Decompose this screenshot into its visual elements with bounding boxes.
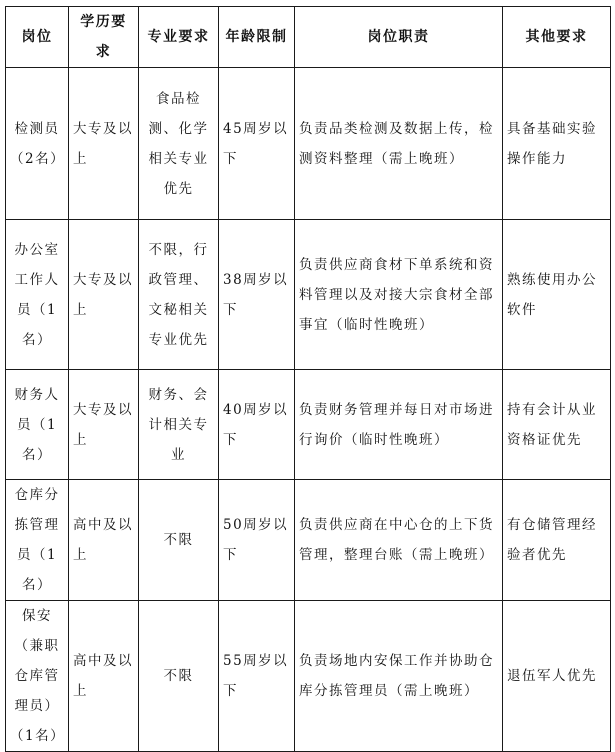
cell-major: 食品检测、化学相关专业优先 bbox=[139, 68, 219, 220]
cell-major: 不限，行政管理、文秘相关专业优先 bbox=[139, 220, 219, 370]
cell-age: 38周岁以下 bbox=[219, 220, 295, 370]
table-header-row bbox=[6, 7, 611, 68]
table-row bbox=[6, 370, 611, 480]
cell-position: 办公室工作人员（1名） bbox=[6, 220, 69, 370]
table-row bbox=[6, 601, 611, 752]
cell-position: 财务人员（1名） bbox=[6, 370, 69, 480]
cell-duty: 负责场地内安保工作并协助仓库分拣管理员（需上晚班） bbox=[295, 601, 503, 752]
cell-duty: 负责供应商食材下单系统和资料管理以及对接大宗食材全部事宜（临时性晚班） bbox=[295, 220, 503, 370]
table-row bbox=[6, 220, 611, 370]
cell-age: 50周岁以下 bbox=[219, 480, 295, 601]
cell-age: 55周岁以下 bbox=[219, 601, 295, 752]
job-requirements-table bbox=[5, 6, 611, 752]
cell-other: 有仓储管理经验者优先 bbox=[503, 480, 611, 601]
cell-education: 高中及以上 bbox=[69, 601, 139, 752]
cell-age: 40周岁以下 bbox=[219, 370, 295, 480]
table-row bbox=[6, 68, 611, 220]
cell-position: 仓库分拣管理员（1名） bbox=[6, 480, 69, 601]
header-duty: 岗位职责 bbox=[295, 7, 503, 68]
cell-other: 持有会计从业资格证优先 bbox=[503, 370, 611, 480]
header-education: 学历要求 bbox=[69, 7, 139, 68]
cell-duty: 负责财务管理并每日对市场进行询价（临时性晚班） bbox=[295, 370, 503, 480]
table-row bbox=[6, 480, 611, 601]
cell-position: 检测员（2名） bbox=[6, 68, 69, 220]
cell-education: 大专及以上 bbox=[69, 68, 139, 220]
cell-other: 熟练使用办公软件 bbox=[503, 220, 611, 370]
cell-education: 大专及以上 bbox=[69, 220, 139, 370]
cell-major: 不限 bbox=[139, 601, 219, 752]
cell-major: 不限 bbox=[139, 480, 219, 601]
cell-age: 45周岁以下 bbox=[219, 68, 295, 220]
cell-major: 财务、会计相关专业 bbox=[139, 370, 219, 480]
cell-other: 具备基础实验操作能力 bbox=[503, 68, 611, 220]
header-major: 专业要求 bbox=[139, 7, 219, 68]
cell-duty: 负责供应商在中心仓的上下货管理，整理台账（需上晚班） bbox=[295, 480, 503, 601]
header-age: 年龄限制 bbox=[219, 7, 295, 68]
cell-education: 高中及以上 bbox=[69, 480, 139, 601]
cell-duty: 负责品类检测及数据上传，检测资料整理（需上晚班） bbox=[295, 68, 503, 220]
header-other: 其他要求 bbox=[503, 7, 611, 68]
header-position: 岗位 bbox=[6, 7, 69, 68]
cell-education: 大专及以上 bbox=[69, 370, 139, 480]
cell-position: 保安（兼职仓库管理员）（1名） bbox=[6, 601, 69, 752]
cell-other: 退伍军人优先 bbox=[503, 601, 611, 752]
